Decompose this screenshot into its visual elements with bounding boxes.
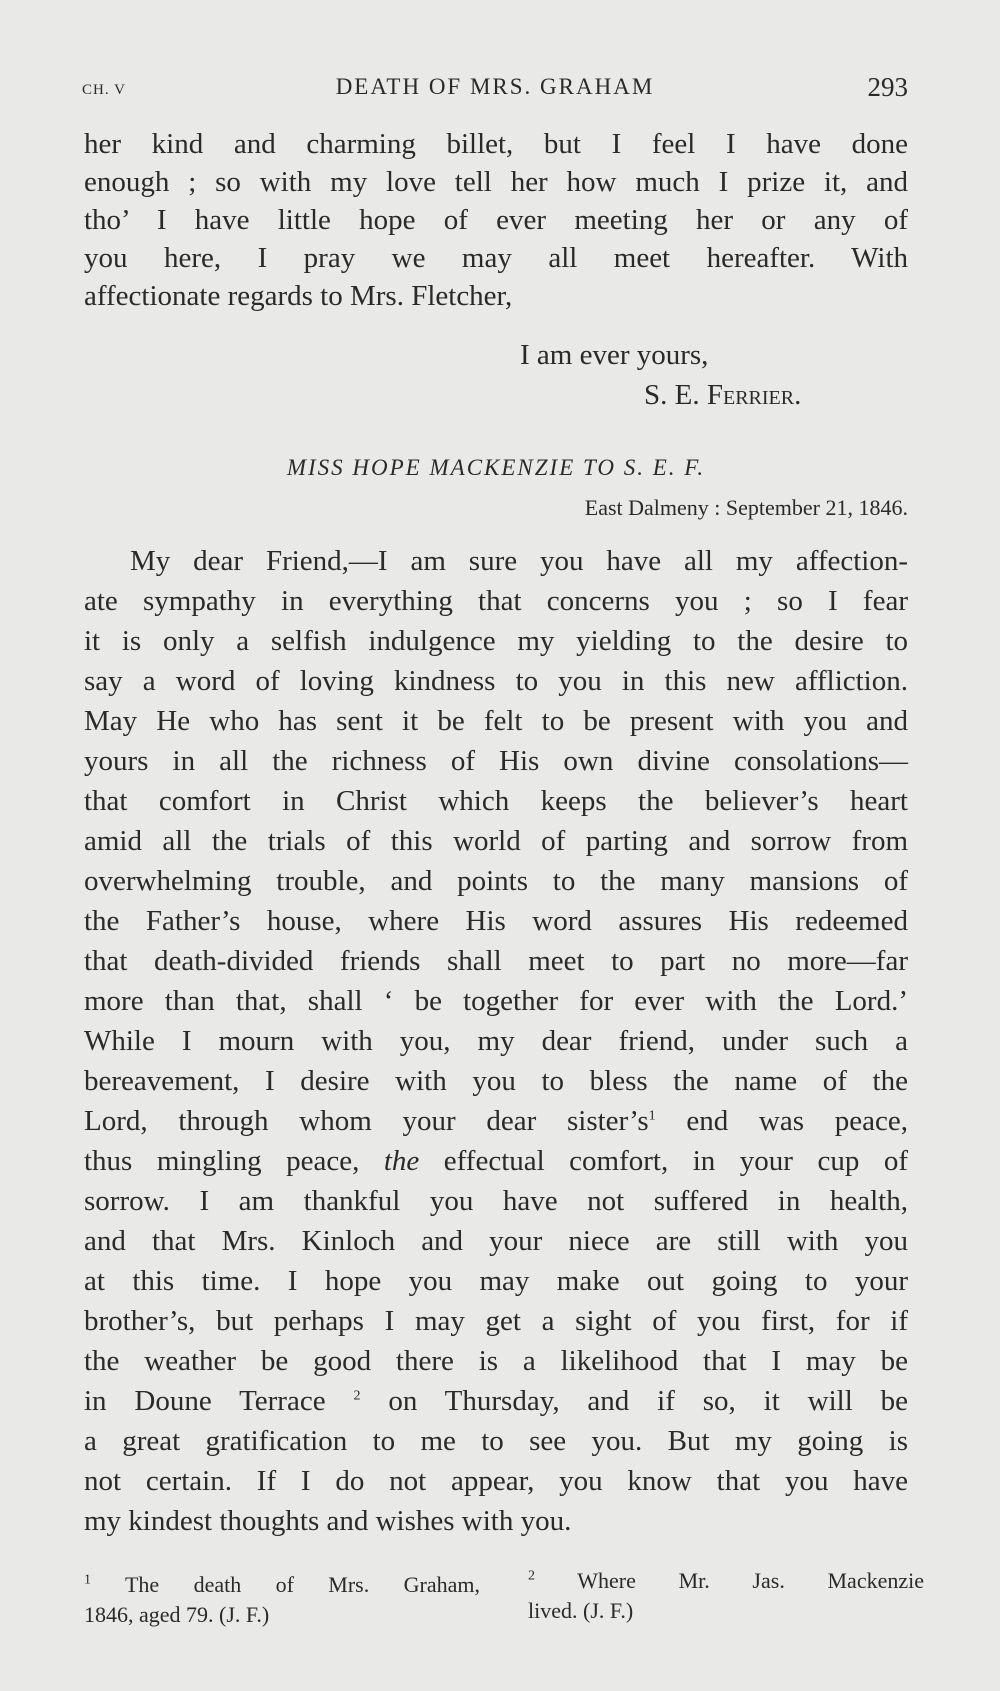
footnote-ref-1[interactable]: 1 (648, 1108, 656, 1124)
text-segment: thus mingling peace, (84, 1145, 360, 1177)
letter-dateline: East Dalmeny : September 21, 1846. (584, 495, 908, 520)
text-line-with-footnote-ref (84, 1102, 908, 1140)
text-line: a great gratification to me to see you. But my going is (84, 1425, 908, 1457)
text-line: say a word of loving kindness to you in this new affliction. (84, 665, 908, 697)
text-line: brother’s, but perhaps I may get a sight of you first, for if (84, 1305, 908, 1337)
signature-initials: S. E. (644, 379, 700, 411)
letter-signature (644, 376, 801, 414)
page-number: 293 (867, 72, 908, 102)
emphasized-word: the (383, 1145, 420, 1177)
text-line: more than that, shall ‘ be together for ever with the Lord.’ (84, 985, 908, 1017)
text-line: enough ; so with my love tell her how much I prize it, and (84, 166, 908, 198)
text-line: My dear Friend,—I am sure you have all my affection- (130, 545, 908, 577)
footnote-text: Where Mr. Jas. Mackenzie (577, 1568, 924, 1593)
running-head (82, 72, 908, 108)
letter-closing: I am ever yours, (520, 339, 709, 371)
footnote-marker: 1 (84, 1572, 91, 1588)
letter-heading: MISS HOPE MACKENZIE TO S. E. F. (286, 455, 706, 480)
text-segment: Lord, through whom your dear sister’s (84, 1105, 649, 1137)
text-segment: on Thursday, and if so, it will be (360, 1385, 909, 1417)
footnote-text: The death of Mrs. Graham, (124, 1572, 480, 1597)
footnote-text: lived. (J. F.) (528, 1598, 634, 1623)
footnote-1 (84, 1570, 480, 1630)
footnote-text: 1846, aged 79. (J. F.) (84, 1602, 270, 1627)
text-line: amid all the trials of this world of parting and sorrow from (84, 825, 908, 857)
text-line: While I mourn with you, my dear friend, under such a (84, 1025, 908, 1057)
text-line: tho’ I have little hope of ever meeting her or any of (84, 204, 908, 236)
text-line: the Father’s house, where His word assures His redeemed (84, 905, 908, 937)
text-line: yours in all the richness of His own divine consolations— (84, 745, 908, 777)
text-line: at this time. I hope you may make out going to your (84, 1265, 908, 1297)
text-line: my kindest thoughts and wishes with you. (84, 1505, 572, 1537)
text-line: that death-divided friends shall meet to part no more—far (84, 945, 908, 977)
text-line: you here, I pray we may all meet hereafter. With (84, 242, 908, 274)
footnote-marker: 2 (528, 1568, 535, 1584)
text-line: affectionate regards to Mrs. Fletcher, (84, 280, 513, 312)
footnote-ref-2[interactable]: 2 (353, 1388, 361, 1404)
text-line: May He who has sent it be felt to be present with you and (84, 705, 908, 737)
text-line: that comfort in Christ which keeps the believer’s heart (84, 785, 908, 817)
text-line: the weather be good there is a likelihood that I may be (84, 1345, 908, 1377)
text-line: it is only a selfish indulgence my yielding to the desire to (84, 625, 908, 657)
chapter-label: CH. V (82, 82, 126, 98)
text-line: and that Mrs. Kinloch and your niece are still with you (84, 1225, 908, 1257)
signature-name: Ferrier. (706, 379, 802, 411)
text-line: not certain. If I do not appear, you know that you have (84, 1465, 908, 1497)
text-line: ate sympathy in everything that concerns you ; so I fear (84, 585, 908, 617)
text-line: overwhelming trouble, and points to the many mansions of (84, 865, 908, 897)
footnote-2 (528, 1566, 924, 1626)
text-line-with-footnote-ref (84, 1382, 908, 1420)
text-segment: end was peace, (655, 1105, 908, 1137)
text-line: her kind and charming billet, but I feel I have done (84, 128, 908, 160)
running-title: DEATH OF MRS. GRAHAM (335, 74, 655, 99)
text-line-with-emphasis (84, 1142, 908, 1180)
text-line: sorrow. I am thankful you have not suffered in health, (84, 1185, 908, 1217)
text-line: bereavement, I desire with you to bless the name of the (84, 1065, 908, 1097)
text-segment: in Doune Terrace (84, 1385, 326, 1417)
text-segment: effectual comfort, in your cup of (419, 1145, 909, 1177)
